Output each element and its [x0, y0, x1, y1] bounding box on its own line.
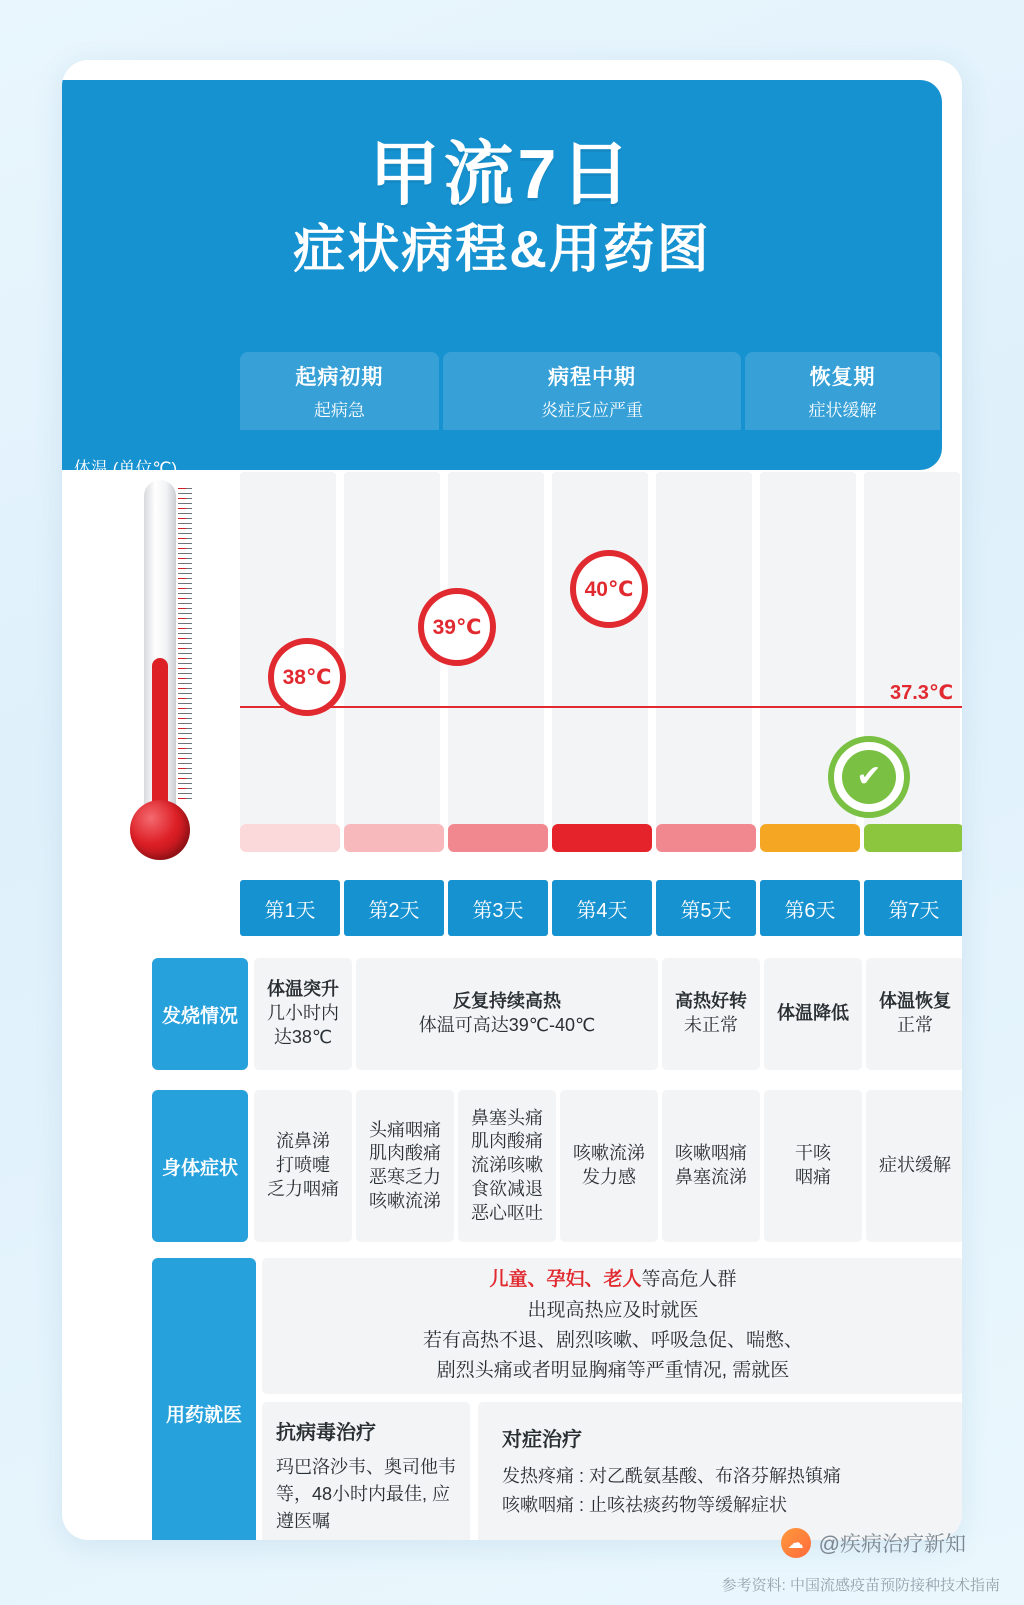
symptomatic-heading: 对症治疗 [502, 1429, 582, 1451]
severity-bars [240, 824, 962, 852]
phase-title: 起病初期 [295, 366, 384, 389]
cell-line: 肌肉酸痛 [471, 1131, 543, 1152]
day-header-2: 第2天 [344, 880, 444, 936]
day-header-7: 第7天 [864, 880, 962, 936]
row-label-symptoms: 身体症状 [152, 1090, 248, 1242]
thermometer-ticks-red [178, 488, 186, 800]
cell-line: 打喷嚏 [276, 1155, 330, 1176]
medication-body [262, 1258, 962, 1540]
cell-身体症状-3 [458, 1090, 556, 1242]
cell-line: 食欲减退 [471, 1178, 543, 1199]
cell-line: 未正常 [684, 1015, 738, 1035]
antiviral-heading: 抗病毒治疗 [276, 1422, 376, 1444]
chart-column-5 [656, 472, 752, 832]
notice-line-2: 出现高热应及时就医 [527, 1299, 699, 1321]
medication-notice [262, 1258, 962, 1394]
cell-发烧情况-4 [764, 958, 862, 1070]
phase-subtitle: 起病急 [313, 401, 365, 420]
source-note: 参考资料: 中国流感疫苗预防接种技术指南 [721, 1577, 1000, 1594]
severity-bar-day4 [552, 824, 652, 852]
phase-tab-3 [745, 352, 940, 430]
high-risk-rest: 等高危人群 [641, 1269, 737, 1291]
cell-line: 体温突升 [267, 979, 339, 1000]
cell-line: 体温恢复 [879, 991, 951, 1012]
cell-身体症状-5 [662, 1090, 760, 1242]
phase-title: 病程中期 [547, 366, 636, 389]
row-label-medication: 用药就医 [152, 1258, 256, 1540]
cell-line: 乏力咽痛 [267, 1178, 339, 1199]
notice-line-1 [489, 1265, 736, 1295]
severity-bar-day5 [656, 824, 756, 852]
page-title-line1: 甲流7日 [369, 135, 635, 213]
cell-line: 发力感 [582, 1167, 636, 1187]
thermometer-bulb [130, 800, 190, 860]
row-label-fever: 发烧情况 [152, 958, 248, 1070]
thermometer-illustration [100, 480, 220, 900]
temperature-marker-day4: 40℃ [570, 550, 648, 628]
day-header-row [240, 880, 962, 936]
temperature-axis-label: 体温 (单位℃) [74, 459, 178, 478]
notice-line-4: 剧烈头痛或者明显胸痛等严重情况, 需就医 [436, 1360, 790, 1382]
medication-treatments [262, 1402, 962, 1540]
cell-line: 肌肉酸痛 [369, 1143, 441, 1164]
cell-line: 干咳 [795, 1143, 831, 1164]
threshold-line [240, 706, 962, 708]
severity-bar-day6 [760, 824, 860, 852]
cell-身体症状-2 [356, 1090, 454, 1242]
cell-身体症状-4 [560, 1090, 658, 1242]
cell-line: 咳嗽咽痛 [675, 1143, 747, 1164]
recovery-check-icon [828, 736, 910, 818]
day-header-6: 第6天 [760, 880, 860, 936]
phase-tab-2 [443, 352, 741, 430]
row-symptoms [152, 1090, 962, 1242]
threshold-label: 37.3℃ [890, 682, 954, 704]
cell-line: 体温降低 [777, 1003, 849, 1024]
cell-line: 反复持续高热 [453, 991, 561, 1012]
row-medication [152, 1258, 962, 1540]
row-fever [152, 958, 962, 1070]
severity-bar-day3 [448, 824, 548, 852]
cell-line: 鼻塞头痛 [471, 1107, 543, 1128]
chart-column-4 [552, 472, 648, 832]
notice-line-3: 若有高热不退、剧烈咳嗽、呼吸急促、喘憋、 [422, 1330, 803, 1351]
infographic-card [62, 60, 962, 1540]
cell-line: 高热好转 [675, 991, 747, 1012]
cell-line: 达38℃ [273, 1026, 333, 1047]
cell-line: 恶心呕吐 [471, 1202, 543, 1223]
cell-line: 鼻塞流涕 [675, 1167, 747, 1187]
cell-line: 咽痛 [795, 1167, 831, 1187]
symptomatic-line-2: 咳嗽咽痛 : 止咳祛痰药物等缓解症状 [502, 1494, 788, 1515]
cell-line: 流鼻涕 [276, 1131, 330, 1152]
antiviral-treatment [262, 1402, 470, 1540]
check-glyph: ✔ [842, 750, 896, 804]
watermark [781, 1528, 966, 1558]
day-header-1: 第1天 [240, 880, 340, 936]
cell-发烧情况-5 [866, 958, 962, 1070]
day-header-4: 第4天 [552, 880, 652, 936]
day-header-5: 第5天 [656, 880, 756, 936]
cell-line: 咳嗽流涕 [573, 1143, 645, 1164]
page-title-line2: 症状病程&用药图 [293, 220, 711, 279]
phase-title: 恢复期 [809, 366, 876, 389]
symptomatic-line-1: 发热疼痛 : 对乙酰氨基酸、布洛芬解热镇痛 [502, 1466, 842, 1486]
cell-line: 体温可高达39℃-40℃ [418, 1015, 596, 1035]
cell-line: 几小时内 [267, 1003, 339, 1024]
cell-发烧情况-2 [356, 958, 658, 1070]
temperature-marker-day2: 39℃ [418, 588, 496, 666]
phase-tab-1 [240, 352, 439, 430]
title-block [62, 80, 942, 283]
watermark-text: @疾病治疗新知 [818, 1533, 966, 1556]
cell-发烧情况-3 [662, 958, 760, 1070]
cell-line: 头痛咽痛 [369, 1119, 441, 1140]
row-fever-cells [254, 958, 962, 1070]
cell-line: 正常 [897, 1015, 933, 1035]
day-header-3: 第3天 [448, 880, 548, 936]
high-risk-groups: 儿童、孕妇、老人 [489, 1269, 642, 1291]
cell-line: 症状缓解 [879, 1155, 951, 1176]
cell-line: 流涕咳嗽 [471, 1155, 543, 1176]
severity-bar-day7 [864, 824, 962, 852]
chart-column-2 [344, 472, 440, 832]
row-symptoms-cells [254, 1090, 962, 1242]
phase-subtitle: 炎症反应严重 [540, 401, 643, 420]
cell-line: 恶寒乏力 [369, 1167, 441, 1187]
cell-身体症状-1 [254, 1090, 352, 1242]
antiviral-body: 玛巴洛沙韦、奥司他韦等，48小时内最佳, 应遵医嘱 [276, 1457, 456, 1531]
cell-发烧情况-1 [254, 958, 352, 1070]
severity-bar-day2 [344, 824, 444, 852]
cell-line: 咳嗽流涕 [369, 1190, 441, 1211]
severity-bar-day1 [240, 824, 340, 852]
cell-身体症状-6 [764, 1090, 862, 1242]
cell-身体症状-7 [866, 1090, 962, 1242]
phase-tabs [240, 352, 940, 430]
watermark-logo-icon: ☁ [781, 1528, 811, 1558]
temperature-marker-day1: 38℃ [268, 638, 346, 716]
symptomatic-treatment [478, 1402, 962, 1540]
phase-subtitle: 症状缓解 [808, 401, 877, 420]
